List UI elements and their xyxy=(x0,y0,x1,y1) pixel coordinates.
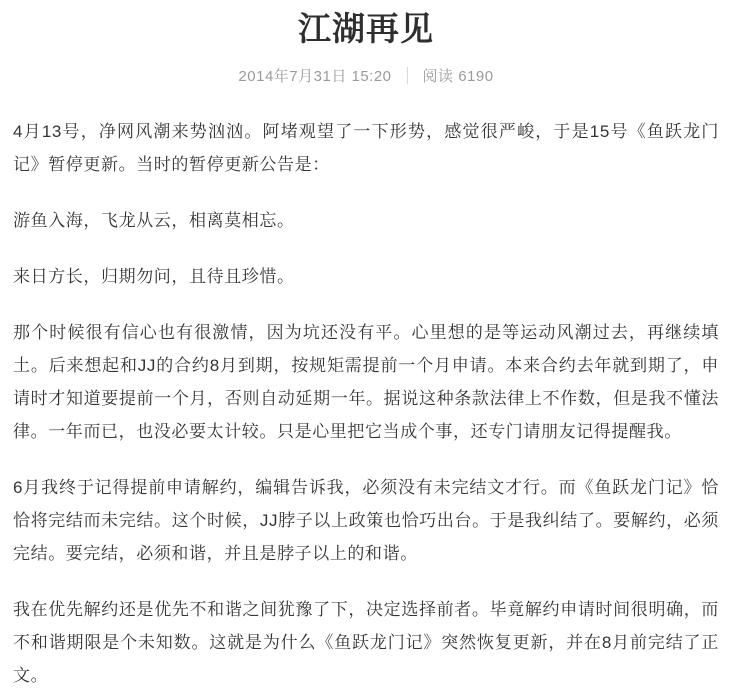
article-paragraph: 游鱼入海，飞龙从云，相离莫相忘。 xyxy=(13,211,295,230)
article-title: 江湖再见 xyxy=(298,10,434,47)
article-paragraph: 4月13号，净网风潮来势汹汹。阿堵观望了一下形势，感觉很严峻，于是15号《鱼跃龙门记》暂停更新。当时的暂停更新公告是： xyxy=(13,122,719,174)
article-paragraph: 我在优先解约还是优先不和谐之间犹豫了下，决定选择前者。毕竟解约申请时间很明确，而不和谐期限是个未知数。这就是为什么《鱼跃龙门记》突然恢复更新，并在8月前完结了正文。 xyxy=(13,600,719,685)
read-count: 阅读 6190 xyxy=(422,68,494,85)
article-meta-row xyxy=(13,65,719,86)
article-paragraph: 那个时候很有信心也有很激情，因为坑还没有平。心里想的是等运动风潮过去，再继续填土。后来想起和JJ的合约8月到期，按规矩需提前一个月申请。本来合约去年就到期了，申请时才知道要提前一个月，否则自动延期一年。据说这种条款法律上不作数，但是我不懂法律。一年而已，也没必要太计较。只是心里把它当成个事，还专门请朋友记得提醒我。 xyxy=(13,323,719,441)
publish-date: 2014年7月31日 15:20 xyxy=(238,68,392,85)
article-paragraph: 6月我终于记得提前申请解约，编辑告诉我，必须没有未完结文才行。而《鱼跃龙门记》恰恰将完结而未完结。这个时候，JJ脖子以上政策也恰巧出台。于是我纠结了。要解约，必须完结。要完结，必须和谐，并且是脖子以上的和谐。 xyxy=(13,478,719,563)
article-body xyxy=(13,115,719,692)
article-paragraph: 来日方长，归期勿问，且待且珍惜。 xyxy=(13,267,295,286)
meta-divider xyxy=(407,67,408,84)
